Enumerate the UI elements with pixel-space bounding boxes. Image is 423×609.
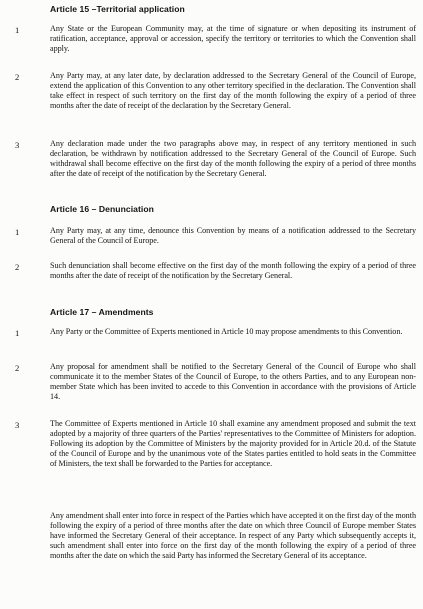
- article-16-para-2-number: 2: [15, 262, 20, 272]
- article-17-heading: Article 17 – Amendments: [50, 307, 154, 317]
- article-17-para-4: Any amendment shall enter into force in respect of the Parties which have accepted it on the first day of the month following the expiry of a period of three months after the date on which three Council of Europe member States have informed the Secretary General of their acceptance. In respect of any Party which subsequently accepts it, such amendment shall enter into force on the first day of the month following the expiry of a period of three months after the date on which the said Party has informed the Secretary General of its acceptance.: [50, 511, 416, 560]
- article-16-para-2: Such denunciation shall become effective on the first day of the month following the expiry of a period of three months after the date of receipt of the notification by the Secretary General.: [50, 261, 416, 280]
- article-16-para-1: Any Party may, at any time, denounce this Convention by means of a notification addressed to the Secretary General of the Council of Europe.: [50, 226, 416, 245]
- article-15-para-1: Any State or the European Community may, at the time of signature or when depositing its instrument of ratification, acceptance, approval or accession, specify the territory or territories to which the Convention shall apply.: [50, 24, 416, 53]
- article-17-para-1: Any Party or the Committee of Experts mentioned in Article 10 may propose amendments to this Convention.: [50, 327, 403, 336]
- article-16-heading: Article 16 – Denunciation: [50, 204, 154, 214]
- article-15-para-3: Any declaration made under the two paragraphs above may, in respect of any territory mentioned in such declaration, be withdrawn by notification addressed to the Secretary General of the Council of Europe. Such withdrawal shall become effective on the first day of the month following the expiry of a period of three months after the date of receipt of the notification by the Secretary General.: [50, 139, 416, 178]
- article-16-para-1-number: 1: [15, 227, 20, 237]
- article-15-para-2-number: 2: [15, 72, 20, 82]
- article-17-para-2-number: 2: [15, 363, 20, 373]
- article-17-para-1-number: 1: [15, 328, 20, 338]
- article-15-heading: Article 15 –Territorial application: [50, 4, 185, 14]
- article-15-para-3-number: 3: [15, 140, 20, 150]
- article-15-para-2: Any Party may, at any later date, by declaration addressed to the Secretary General of the Council of Europe, extend the application of this Convention to any other territory specified in the declaration. The Convention shall take effect in respect of such territory on the first day of the month following the expiry of a period of three months after the date of receipt of the declaration by the Secretary General.: [50, 71, 416, 110]
- article-15-para-1-number: 1: [15, 25, 20, 35]
- article-17-para-3: The Committee of Experts mentioned in Article 10 shall examine any amendment proposed and submit the text adopted by a majority of three quarters of the Parties' representatives to the Committee of Ministers for adoption. Following its adoption by the Committee of Ministers by the majority provided for in Article 20.d. of the Statute of the Council of Europe and by the unanimous vote of the States parties entitled to hold seats in the Committee of Ministers, the text shall be forwarded to the Parties for acceptance.: [50, 419, 416, 468]
- article-17-para-2: Any proposal for amendment shall be notified to the Secretary General of the Council of Europe who shall communicate it to the member States of the Council of Europe, to the others Parties, and to any European non-member State which has been invited to accede to this Convention in accordance with the provisions of Article 14.: [50, 362, 416, 401]
- article-17-para-3-number: 3: [15, 420, 20, 430]
